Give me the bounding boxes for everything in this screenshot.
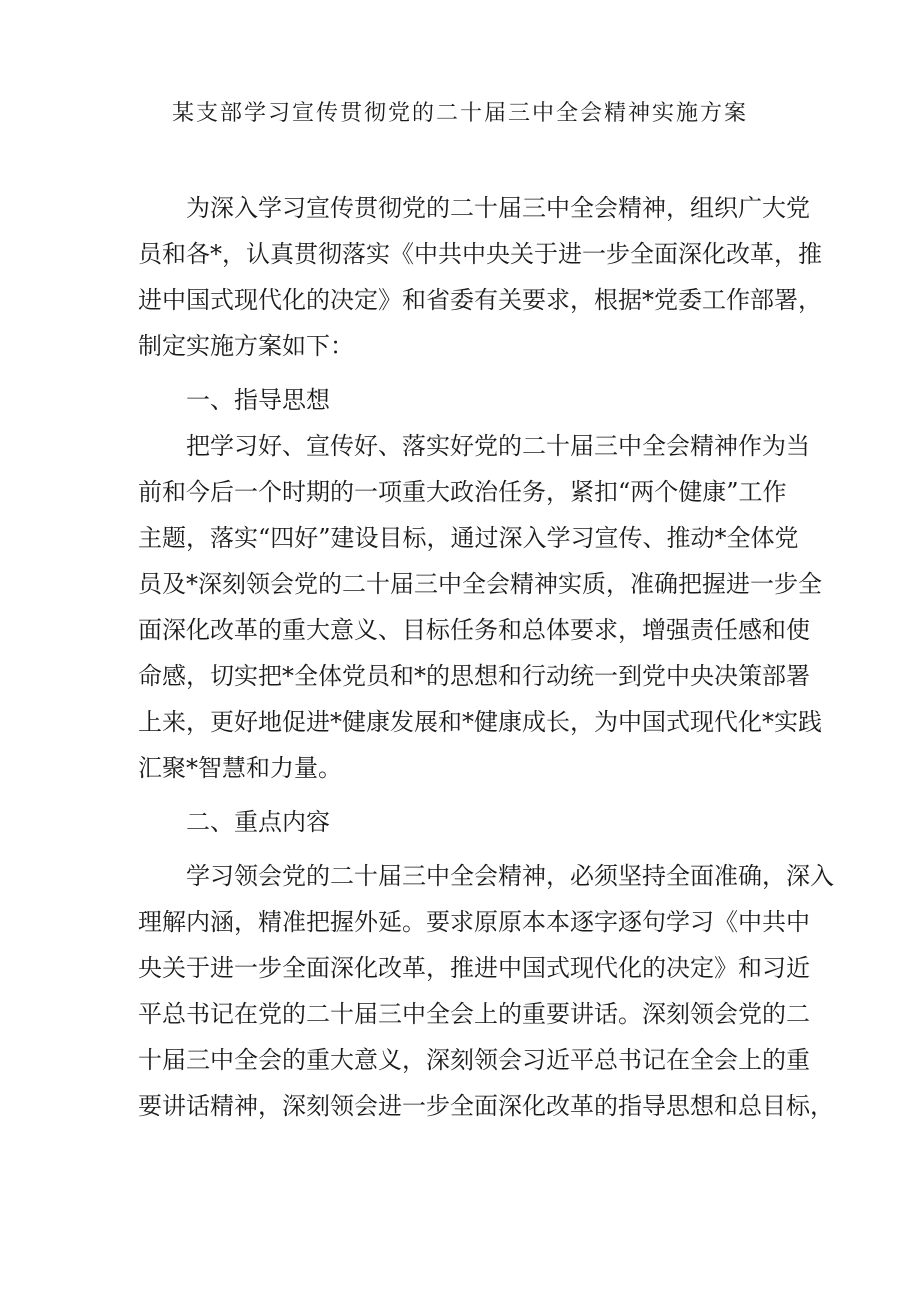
section1-line: 命感，切实把*全体党员和*的思想和行动统一到党中央决策部署 bbox=[138, 662, 810, 690]
section1-line: 员及*深刻领会党的二十届三中全会精神实质，准确把握进一步全 bbox=[138, 570, 822, 598]
section1-line: 面深化改革的重大意义、目标任务和总体要求，增强责任感和使 bbox=[138, 616, 810, 644]
section1-line: 主题，落实“四好”建设目标，通过深入学习宣传、推动*全体党 bbox=[138, 524, 799, 552]
section2-line: 平总书记在党的二十届三中全会上的重要讲话。深刻领会党的二 bbox=[138, 1000, 810, 1028]
section2-line: 学习领会党的二十届三中全会精神，必须坚持全面准确，深入 bbox=[138, 862, 834, 890]
section2-line: 要讲话精神，深刻领会进一步全面深化改革的指导思想和总目标， bbox=[138, 1092, 834, 1120]
section2-line: 央关于进一步全面深化改革，推进中国式现代化的决定》和习近 bbox=[138, 954, 810, 982]
section2-line: 理解内涵，精准把握外延。要求原原本本逐字逐句学习《中共中 bbox=[138, 908, 810, 936]
section-heading-key-content: 二、重点内容 bbox=[138, 808, 330, 836]
document-title: 某支部学习宣传贯彻党的二十届三中全会精神实施方案 bbox=[171, 101, 748, 126]
section2-line: 十届三中全会的重大意义，深刻领会习近平总书记在全会上的重 bbox=[138, 1046, 810, 1074]
intro-line: 制定实施方案如下： bbox=[138, 332, 354, 360]
section1-line: 把学习好、宣传好、落实好党的二十届三中全会精神作为当 bbox=[138, 432, 810, 460]
intro-line: 进中国式现代化的决定》和省委有关要求，根据*党委工作部署， bbox=[138, 286, 822, 314]
intro-line: 为深入学习宣传贯彻党的二十届三中全会精神，组织广大党 bbox=[138, 194, 810, 222]
intro-line: 员和各*，认真贯彻落实《中共中央关于进一步全面深化改革，推 bbox=[138, 240, 822, 268]
section1-line: 上来，更好地促进*健康发展和*健康成长，为中国式现代化*实践 bbox=[138, 708, 822, 736]
section1-line: 前和今后一个时期的一项重大政治任务，紧扣“两个健康”工作 bbox=[138, 478, 787, 506]
section1-line: 汇聚*智慧和力量。 bbox=[138, 754, 342, 782]
section-heading-guiding-thought: 一、指导思想 bbox=[138, 386, 330, 414]
